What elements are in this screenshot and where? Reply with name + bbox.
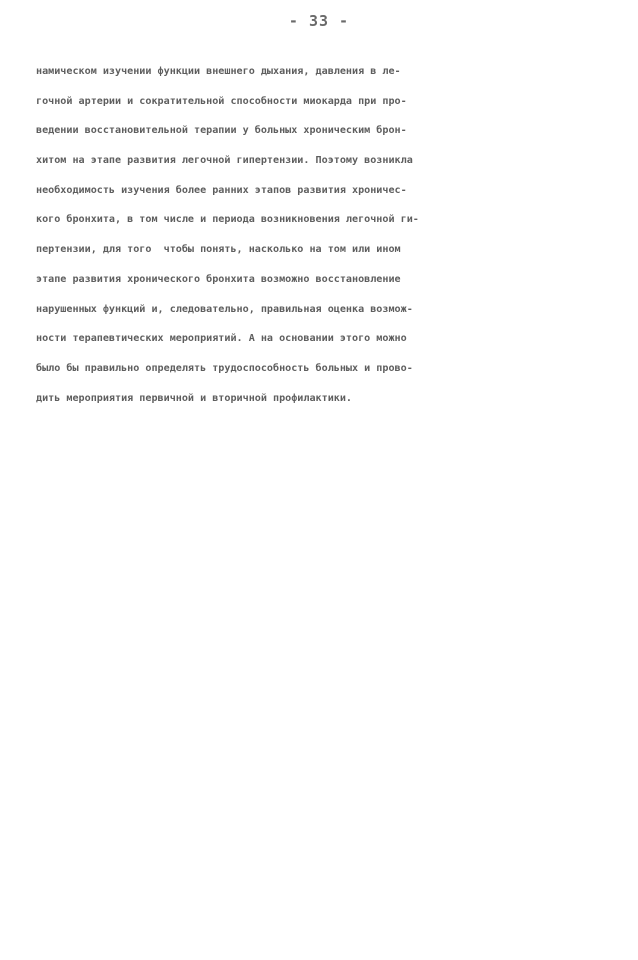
text-line: хитом на этапе развития легочной гипертензии. Поэтому возникла (36, 155, 413, 167)
text-line: гочной артерии и сократительной способности миокарда при про- (36, 95, 407, 107)
text-line: кого бронхита, в том числе и периода возникновения легочной ги- (36, 214, 419, 226)
text-line: было бы правильно определять трудоспособность больных и прово- (36, 362, 413, 374)
body-text (36, 57, 616, 413)
text-line: необходимость изучения более ранних этапов развития хроничес- (36, 184, 407, 196)
text-line: этапе развития хронического бронхита возможно восстановление (36, 273, 401, 285)
page-number: - 33 - (288, 12, 350, 30)
text-line: ности терапевтических мероприятий. А на основании этого можно (36, 333, 407, 345)
text-line: дить мероприятия первичной и вторичной профилактики. (36, 392, 353, 404)
text-line: нарушенных функций и, следовательно, правильная оценка возмож- (36, 303, 413, 315)
text-line: ведении восстановительной терапии у больных хроническим брон- (36, 125, 407, 137)
text-line: пертензии, для того чтобы понять, насколько на том или ином (36, 244, 401, 256)
text-line: намическом изучении функции внешнего дыхания, давления в ле- (36, 66, 401, 77)
